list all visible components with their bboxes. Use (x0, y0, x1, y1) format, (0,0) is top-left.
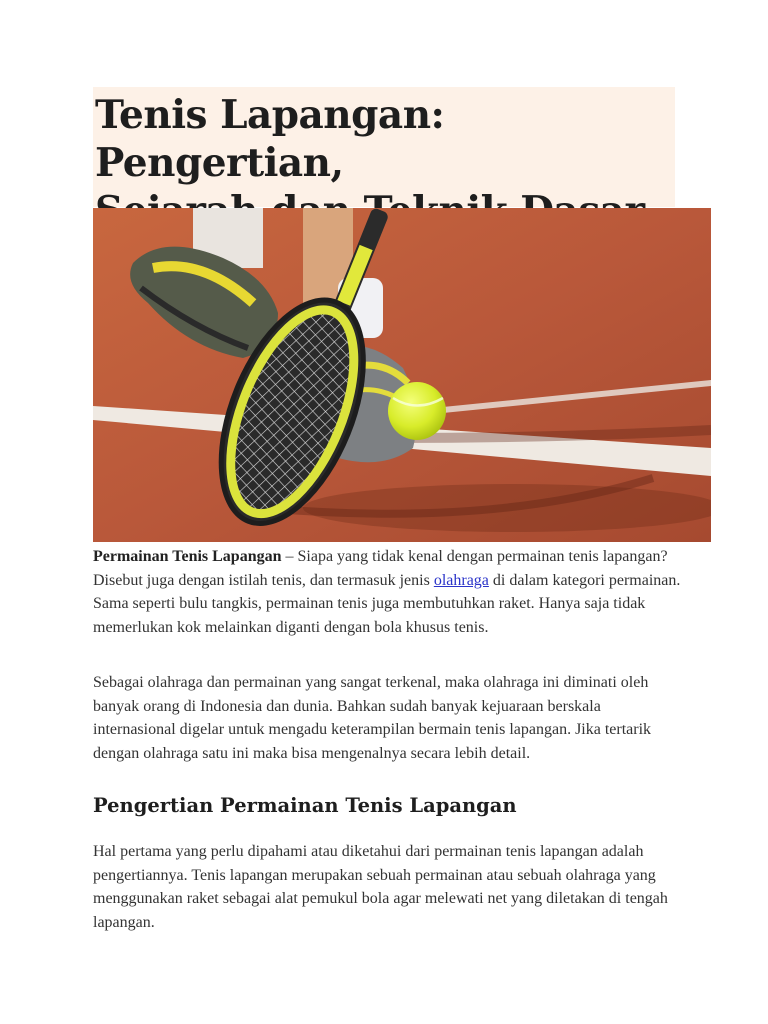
section-heading: Pengertian Permainan Tenis Lapangan (93, 794, 517, 817)
definition-paragraph (93, 840, 683, 934)
definition-text: Hal pertama yang perlu dipahami atau diketahui dari permainan tenis lapangan adalah pengertiannya. Tenis lapangan merupakan sebuah permainan atau sebuah olahraga yang menggunakan raket sebagai alat pemukul bola agar melewati net yang diletakan di tengah lapangan. (93, 843, 668, 931)
title-line-1: Tenis Lapangan: Pengertian, (95, 92, 445, 186)
intro-text-2: di dalam kategori permainan. Sama seperti bulu tangkis, permainan tenis juga membutuhkan raket. Hanya saja tidak memerlukan kok melainkan diganti dengan bola khusus tenis. (93, 571, 681, 636)
title-banner (93, 87, 675, 207)
intro-lead: Permainan Tenis Lapangan (93, 548, 282, 565)
intro-paragraph (93, 545, 683, 639)
intro-text-1: Siapa yang tidak kenal dengan permainan tenis lapangan? Disebut juga dengan istilah tenis, dan termasuk jenis (93, 548, 668, 589)
popularity-paragraph (93, 671, 683, 765)
tennis-photo-icon (93, 208, 711, 542)
popularity-text: Sebagai olahraga dan permainan yang sangat terkenal, maka olahraga ini diminati oleh banyak orang di Indonesia dan dunia. Bahkan sudah banyak kejuaraan berskala internasional digelar untuk mengadu keterampilan bermain tenis lapangan. Jika tertarik dengan olahraga satu ini maka bisa mengenalnya secara lebih detail. (93, 674, 652, 762)
intro-dash: – (281, 548, 298, 565)
hero-image (93, 208, 711, 542)
olahraga-link[interactable]: olahraga (433, 571, 489, 589)
